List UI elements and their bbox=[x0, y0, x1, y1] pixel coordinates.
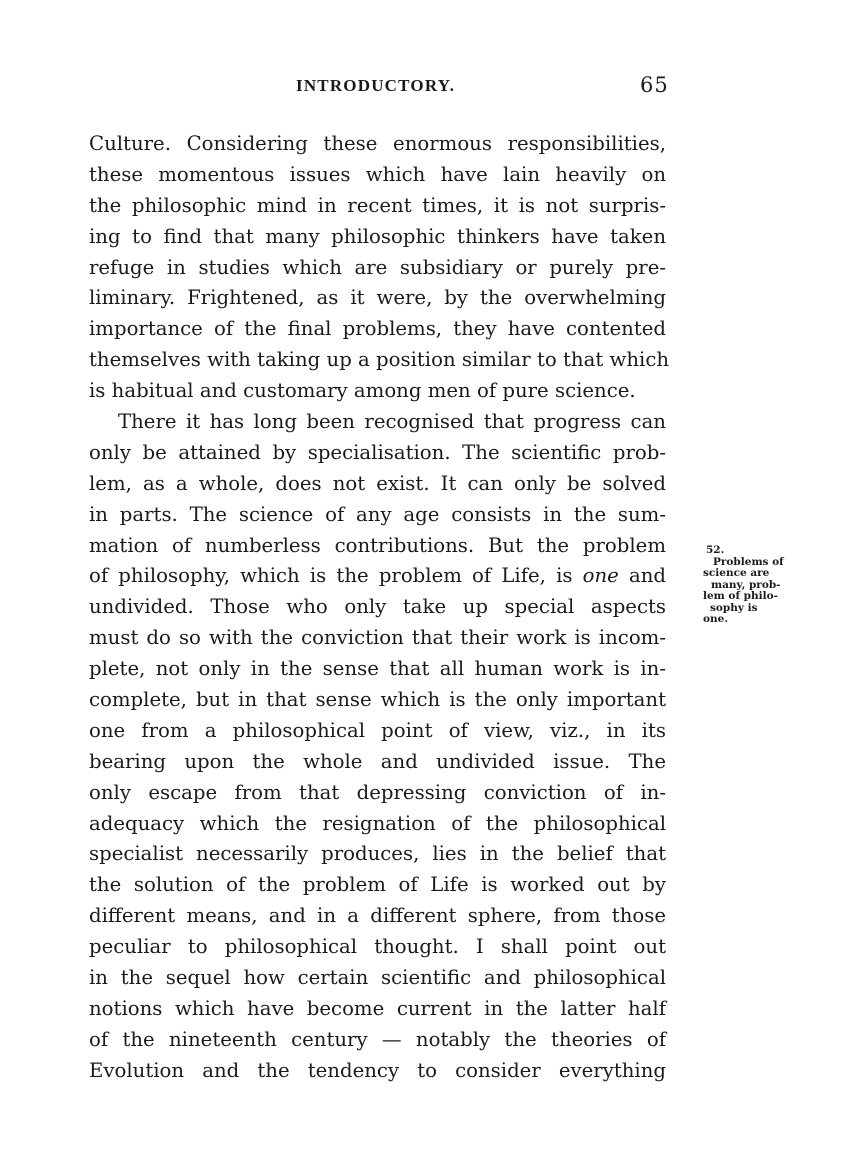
text-line: peculiar to philosophical thought. I shall point out bbox=[89, 935, 666, 959]
margin-note-line: sophy is bbox=[710, 601, 758, 614]
text-line: only be attained by specialisation. The scientific prob- bbox=[89, 440, 666, 464]
text-line: these momentous issues which have lain heavily on bbox=[89, 162, 666, 186]
text-line: ing to find that many philosophic thinkers have taken bbox=[89, 224, 666, 248]
text-line: Culture. Considering these enormous responsibilities, bbox=[89, 132, 666, 155]
text-line: plete, not only in the sense that all human work is in- bbox=[89, 657, 666, 681]
text-line: themselves with taking up a position similar to that which bbox=[89, 348, 670, 372]
text-line: adequacy which the resignation of the philosophical bbox=[89, 811, 666, 835]
text-line: one from a philosophical point of view, viz., in its bbox=[89, 718, 666, 742]
body-text bbox=[89, 129, 670, 1087]
text-line: must do so with the conviction that their work is incom- bbox=[89, 626, 666, 650]
text-line: the philosophic mind in recent times, it is not surpris- bbox=[89, 193, 666, 217]
text-line: mation of numberless contributions. But the problem bbox=[89, 533, 666, 557]
text-line: different means, and in a different sphere, from those bbox=[89, 904, 666, 928]
margin-note bbox=[703, 544, 784, 626]
text-line: in parts. The science of any age consists in the sum- bbox=[89, 502, 666, 526]
emphasized-word: one bbox=[582, 564, 619, 588]
text-line: undivided. Those who only take up special aspects bbox=[89, 595, 666, 619]
text-line: of the nineteenth century — notably the theories of bbox=[89, 1027, 666, 1051]
margin-note-number: 52. bbox=[706, 544, 725, 556]
text-line-with-emphasis bbox=[89, 561, 666, 592]
text-line: There it has long been recognised that progress can bbox=[118, 410, 666, 434]
text-fragment: of philosophy, which is the problem of Life, is bbox=[89, 564, 583, 588]
text-fragment: and bbox=[618, 564, 667, 588]
running-title: INTRODUCTORY. bbox=[296, 76, 456, 95]
text-line: notions which have become current in the latter half bbox=[89, 996, 666, 1020]
text-line: in the sequel how certain scientific and philosophical bbox=[89, 966, 666, 990]
text-line: the solution of the problem of Life is worked out by bbox=[89, 873, 666, 897]
margin-note-line: lem of philo- bbox=[703, 590, 778, 602]
margin-note-line: Problems of bbox=[713, 555, 784, 568]
text-line: lem, as a whole, does not exist. It can only be solved bbox=[89, 471, 666, 495]
text-line: bearing upon the whole and undivided issue. The bbox=[89, 749, 666, 773]
margin-note-line: one. bbox=[703, 613, 728, 625]
page-number: 65 bbox=[640, 73, 669, 97]
text-line: is habitual and customary among men of pure science. bbox=[89, 379, 636, 403]
text-line: liminary. Frightened, as it were, by the overwhelming bbox=[89, 286, 666, 310]
text-line: specialist necessarily produces, lies in the belief that bbox=[89, 842, 666, 866]
margin-note-line: many, prob- bbox=[711, 578, 781, 591]
text-line: complete, but in that sense which is the only important bbox=[89, 688, 666, 712]
text-line: Evolution and the tendency to consider everything bbox=[89, 1058, 666, 1082]
margin-note-line: science are bbox=[703, 567, 770, 579]
text-line: refuge in studies which are subsidiary or purely pre- bbox=[89, 255, 666, 279]
text-line: importance of the final problems, they have contented bbox=[89, 317, 666, 341]
text-line: only escape from that depressing conviction of in- bbox=[89, 780, 666, 804]
